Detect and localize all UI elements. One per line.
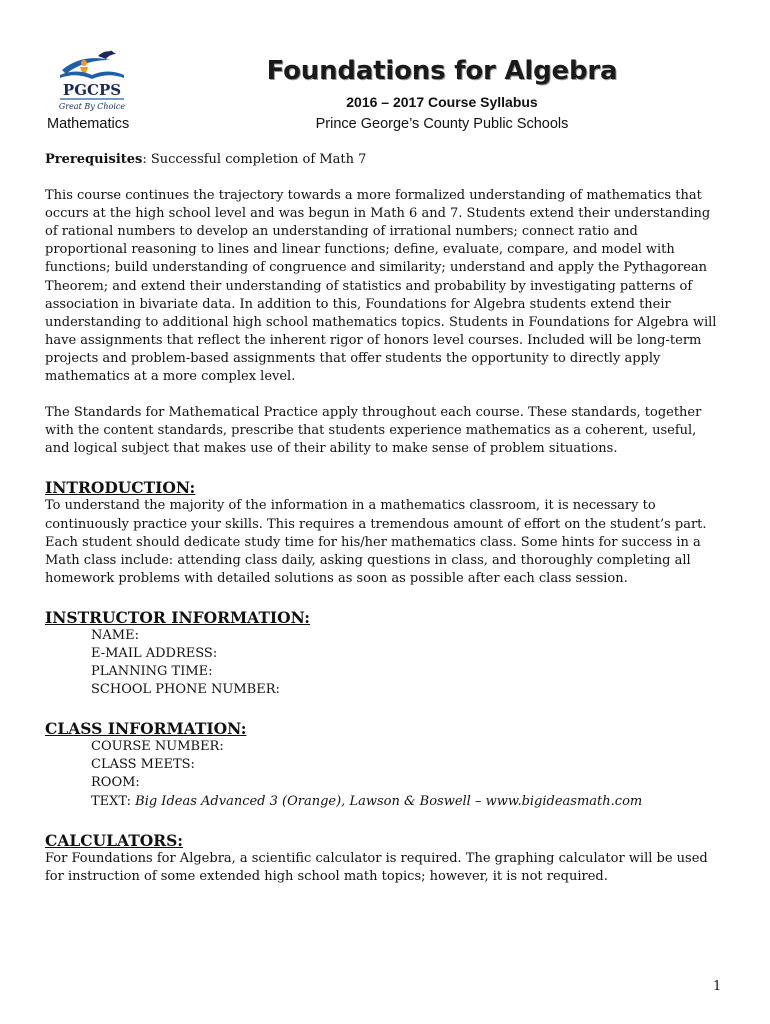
class-course-number: COURSE NUMBER: <box>91 739 224 755</box>
page-number: 1 <box>713 979 722 994</box>
class-meets: CLASS MEETS: <box>91 757 195 773</box>
class-text <box>91 793 719 811</box>
instructor-phone: SCHOOL PHONE NUMBER: <box>91 682 280 698</box>
calculators-heading: CALCULATORS: <box>45 830 184 850</box>
instructor-email: E-MAIL ADDRESS: <box>91 645 218 661</box>
introduction-text: To understand the majority of the information in a mathematics classroom, it is necessary to continuously practice your skills. This requires a tremendous amount of effort on the student’s part. Each student should dedicate study time for his/her mathematics class. Some hints for success in a Math class include: attending class daily, asking questions in class, and thoroughly completing all homework problems with detailed solutions as soon as possible after each class session. <box>45 498 707 586</box>
prerequisites-text: : Successful completion of Math 7 <box>142 152 367 167</box>
class-text-value: Big Ideas Advanced 3 (Orange), Lawson & Boswell – www.bigideasmath.com <box>135 793 643 809</box>
instructor-planning-time: PLANNING TIME: <box>91 664 213 680</box>
logo-wordmark: PGCPS <box>62 81 122 99</box>
document-body <box>45 151 719 886</box>
school-name: Prince George’s County Public Schools <box>315 116 569 132</box>
department-label: Mathematics <box>47 116 130 132</box>
prerequisites-label: Prerequisites <box>45 152 143 167</box>
instructor-heading: INSTRUCTOR INFORMATION: <box>45 607 310 627</box>
course-subtitle: 2016 – 2017 Course Syllabus <box>346 94 538 110</box>
page-title: Foundations for Algebra <box>266 56 618 86</box>
class-text-label: TEXT: <box>91 793 136 809</box>
class-info-heading: CLASS INFORMATION: <box>45 719 247 739</box>
prerequisites-line <box>45 151 719 169</box>
class-room: ROOM: <box>91 775 140 791</box>
standards-paragraph: The Standards for Mathematical Practice apply throughout each course. These standards, together with the content standards, prescribe that students experience mathematics as a coherent, useful, and logical subject that makes use of their ability to make sense of problem situations. <box>45 405 702 457</box>
calculators-text: For Foundations for Algebra, a scientific calculator is required. The graphing calculator will be used for instruction of some extended high school math topics; however, it is not required. <box>45 850 708 884</box>
introduction-heading: INTRODUCTION: <box>45 478 196 498</box>
overview-paragraph: This course continues the trajectory towards a more formalized understanding of mathematics that occurs at the high school level and was begun in Math 6 and 7. Students extend their understanding of rational numbers to develop an understanding of irrational numbers; connect ratio and proportional reasoning to lines and linear functions; define, evaluate, compare, and model with functions; build understanding of congruence and similarity; understand and apply the Pythagorean Theorem; and extend their understanding of statistics and probability by investigating patterns of association in bivariate data. In addition to this, Foundations for Algebra students extend their understanding to additional high school mathematics topics. Students in Foundations for Algebra will have assignments that reflect the inherent rigor of honors level courses. Included will be long-term projects and problem-based assignments that offer students the opportunity to directly apply mathematics at a more complex level. <box>45 188 717 385</box>
class-info-list <box>45 738 719 810</box>
logo-tagline: Great By Choice <box>58 102 126 111</box>
pgcps-logo <box>54 48 130 114</box>
instructor-list <box>45 627 719 699</box>
instructor-name: NAME: <box>91 627 139 643</box>
